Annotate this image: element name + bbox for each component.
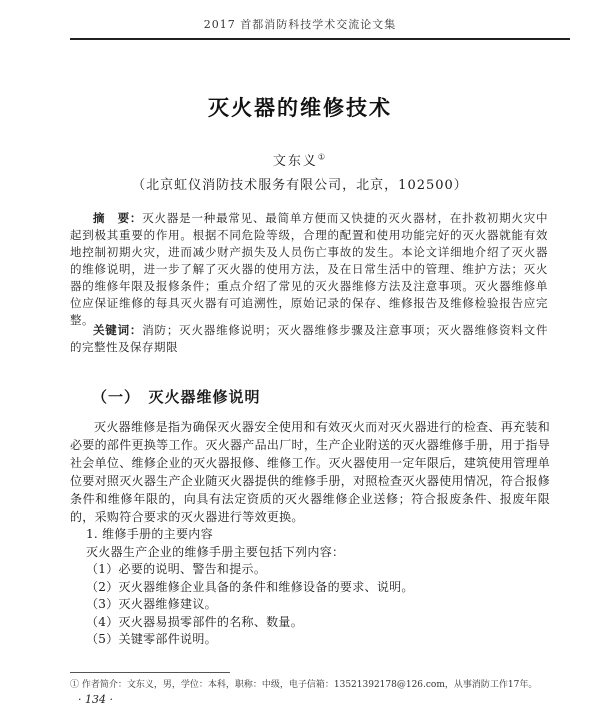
page-number: · 134 · bbox=[78, 693, 113, 706]
section-heading: （一） 灭火器维修说明 bbox=[92, 388, 261, 406]
section-paragraph: 灭火器维修是指为确保灭火器安全使用和有效灭火而对灭火器进行的检查、再充装和必要的部件更换等工作。灭火器产品出厂时，生产企业附送的灭火器维修手册，用于指导社会单位、维修企业的灭火器报修、维修工作。灭火器使用一定年限后，建筑使用管理单位要对照灭火器生产企业随灭火器提供的维修手册，对照检查灭火器使用情况，符合报修条件和维修年限的，向具有法定资质的灭火器维修企业送修；符合报废条件、报废年限的，采购符合要求的灭火器进行等效更换。 bbox=[70, 420, 550, 524]
abstract-label: 摘 要： bbox=[93, 211, 143, 225]
list-item: （3）灭火器维修建议。 bbox=[86, 597, 217, 611]
subheading: 1. 维修手册的主要内容 bbox=[86, 527, 213, 541]
article-title: 灭火器的维修技术 bbox=[208, 96, 392, 120]
author-affiliation: （北京虹仪消防技术服务有限公司，北京，102500） bbox=[132, 178, 468, 193]
keywords-text: 消防；灭火器维修说明；灭火器维修步骤及注意事项；灭火器维修资料文件的完整性及保存期限 bbox=[70, 323, 549, 354]
author-line bbox=[0, 150, 600, 169]
author-name: 文东义 bbox=[272, 154, 318, 169]
list-item: （5）关键零部件说明。 bbox=[86, 632, 217, 646]
keywords-label: 关键词： bbox=[93, 323, 143, 337]
running-header: 2017 首都消防科技学术交流论文集 bbox=[203, 18, 397, 31]
abstract bbox=[70, 210, 548, 329]
list-item: （1）必要的说明、警告和提示。 bbox=[86, 562, 267, 576]
keywords bbox=[70, 322, 548, 356]
author-footnote-mark[interactable]: ① bbox=[317, 152, 328, 162]
abstract-text: 灭火器是一种最常见、最简单方便而又快捷的灭火器材，在扑救初期火灾中起到极其重要的作用。根据不同危险等级，合理的配置和使用功能完好的灭火器就能有效地控制初期火灾，进而减少财产损失及人员伤亡事故的发生。本论文详细地介绍了灭火器的维修说明，进一步了解了灭火器的使用方法，及在日常生活中的管理、维护方法；灭火器的维修年限及报修条件；重点介绍了常见的灭火器维修方法及注意事项。灭火器维修单位应保证维修的每具灭火器有可追溯性，原始记录的保存、维修报告及维修检验报告应完整。 bbox=[70, 211, 549, 327]
list-item: （2）灭火器维修企业具备的条件和维修设备的要求、说明。 bbox=[86, 579, 414, 594]
list-intro: 灭火器生产企业的维修手册主要包括下列内容： bbox=[86, 544, 345, 559]
footnote: ① 作者简介：文东义，男，学位：本科，职称：中级，电子信箱：13521392178@126.com，从事消防工作17年。 bbox=[70, 680, 538, 690]
manual-contents bbox=[70, 526, 550, 649]
header-rule bbox=[70, 38, 570, 40]
footnote-rule bbox=[70, 672, 230, 673]
list-item: （4）灭火器易损零部件的名称、数量。 bbox=[86, 614, 304, 629]
